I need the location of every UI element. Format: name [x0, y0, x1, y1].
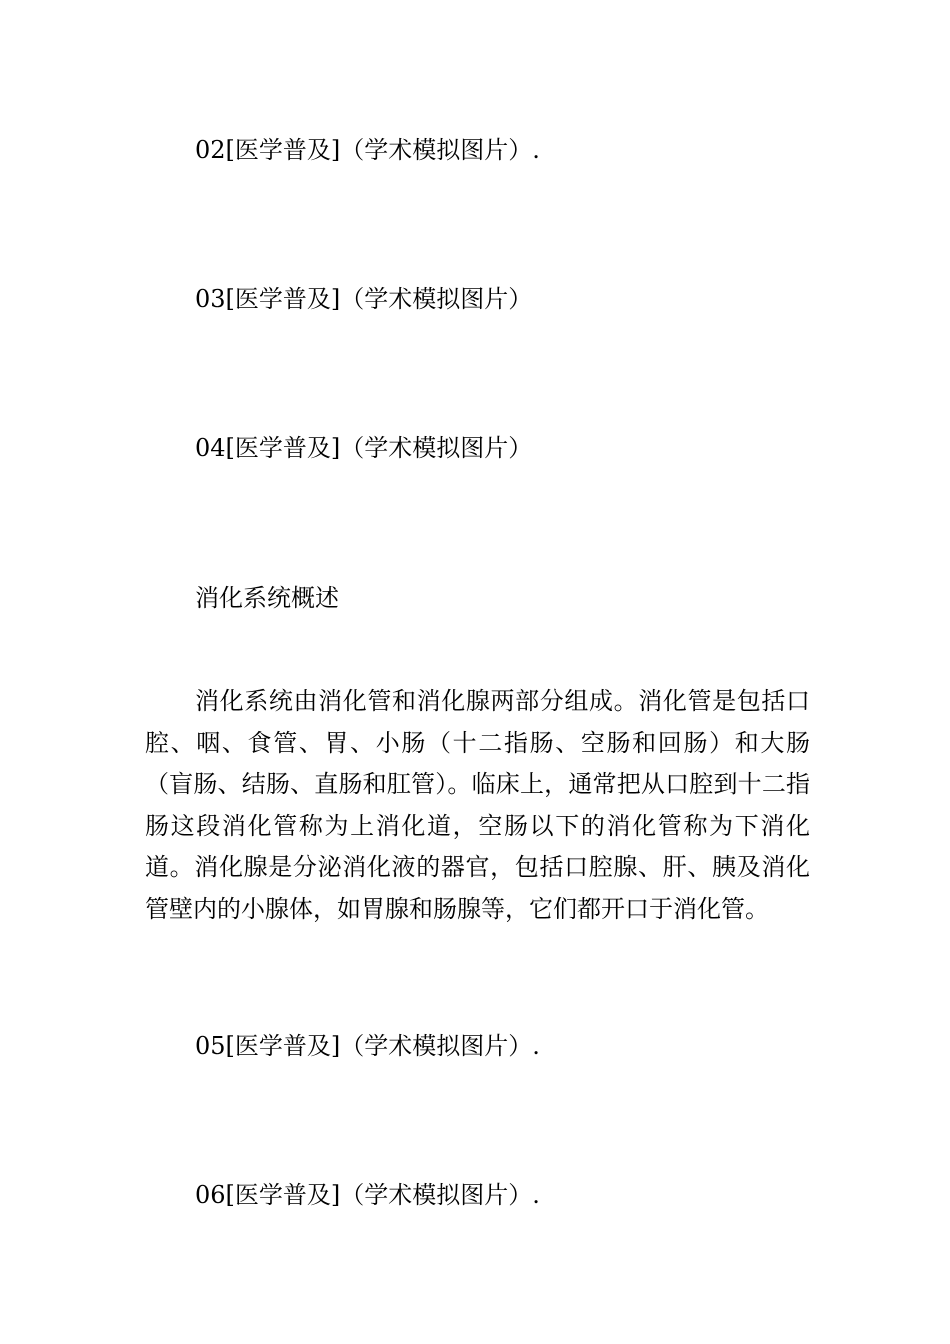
image-caption-04: 04[医学普及]（学术模拟图片） — [195, 434, 533, 462]
image-caption-06: 06[医学普及]（学术模拟图片）. — [195, 1181, 540, 1209]
section-heading: 消化系统概述 — [195, 584, 339, 612]
body-paragraph: 消化系统由消化管和消化腺两部分组成。消化管是包括口腔、咽、食管、胃、小肠（十二指肠、空肠和回肠）和大肠（盲肠、结肠、直肠和肛管）。临床上，通常把从口腔到十二指肠这段消化管称为上消化道，空肠以下的消化管称为下消化道。消化腺是分泌消化液的器官，包括口腔腺、肝、胰及消化管壁内的小腺体，如胃腺和肠腺等，它们都开口于消化管。 — [145, 687, 810, 923]
image-caption-03: 03[医学普及]（学术模拟图片） — [195, 285, 533, 313]
image-caption-05: 05[医学普及]（学术模拟图片）. — [195, 1032, 540, 1060]
image-caption-02: 02[医学普及]（学术模拟图片）. — [195, 136, 540, 164]
